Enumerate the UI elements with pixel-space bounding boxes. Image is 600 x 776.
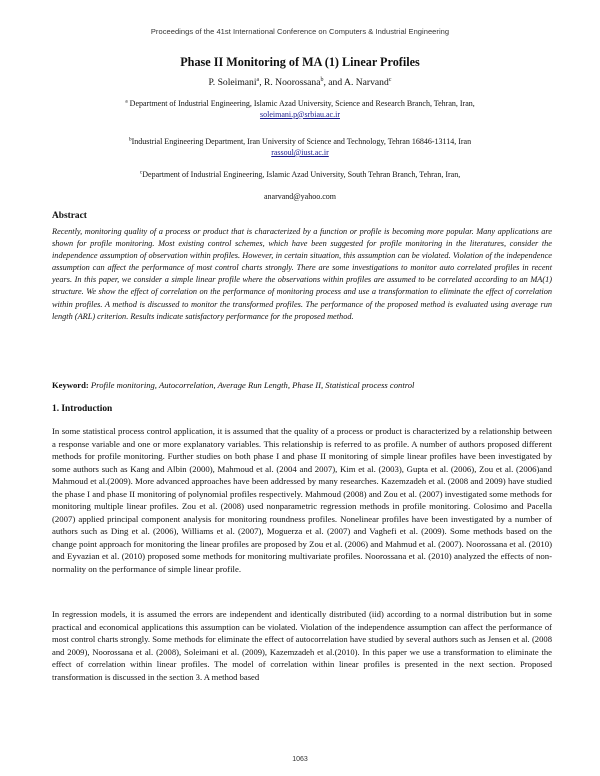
keywords-text: Profile monitoring, Autocorrelation, Average Run Length, Phase II, Statistical process control [88,380,415,390]
affiliation-sup: b [128,136,132,143]
affiliation-text: Department of Industrial Engineering, Islamic Azad University, Science and Research Branch, Tehran, Iran, [127,99,475,108]
author-sup: c [388,76,392,83]
abstract-text: Recently, monitoring quality of a process or product that is characterized by a function or profile is becoming more popular. Many applications are shown for profile monitoring. Most existing control schemes, which have been suggested for profile monitoring in the literatures, consider the independence assumption of observation within profiles. However, in certain situation, this assumption can be violated. Violation of the independence assumption can affect the performance of most control charts strongly. There are some investigations to monitor auto correlated profiles in recent years. In this paper, we consider a simple linear profile where the observations within profiles are assumed to be correlated according to an MA(1) structure. We show the effect of correlation on the performance of monitoring process and use a transformation to eliminate the effect of correlation within profiles. A method is discussed to monitor the transformed profiles. The performance of the proposed method is evaluated using average run length (ARL) criterion. Results indicate satisfactory performance for the proposed method. [52,227,552,321]
author-separator: , and [323,77,345,88]
email-link[interactable]: rassoul@iust.ac.ir [271,147,329,157]
keywords-line [52,380,552,390]
author-name: R. Noorossana [263,77,321,88]
section-heading: 1. Introduction [52,404,113,414]
email-link[interactable]: soleimani.p@srbiau.ac.ir [259,109,340,119]
affiliation-b [60,137,540,159]
author-line [0,77,600,88]
author-sup: a [256,76,260,83]
author-name: A. Narvand [344,77,389,88]
keywords-label: Keyword: [52,380,89,390]
abstract-heading: Abstract [52,211,87,221]
body-paragraph: In some statistical process control application, it is assumed that the quality of a process or product is characterized by a relationship between a response variable and one or more explanatory variables. This relationship is referred to as profile. A number of authors proposed different methods for profile monitoring. Further studies on both phase I and phase II monitoring of simple linear profiles have been investigated by some authors such as Kang and Albin (2000), Mahmoud et al. (2004 and 2007), Kim et al. (2003), Gupta et al. (2006), Zou et al. (2006)and Mahmoud et al.(2009). More advanced approaches have been addressed by many researches. Kazemzadeh et al. (2008 and 2009) have studied the phase I and phase II monitoring of polynomial profiles respectively. Mahmoud (2008) and Zou et al. (2007) investigated some methods for monitoring multiple linear profiles. Zou et al. (2008) used nonparametric regression methods in profile monitoring. Colosimo and Pacella (2007) applied principal component analysis for monitoring roundness profiles. Nonelinear profiles have been investigated by a number of authors such as Ding et al. (2006), Williams et al. (2007), Moguerza et al. (2007) and Vaghefi et al. (2009). Some methods based on the change point approach for monitoring the linear profiles are proposed by Zou et al. (2006) and Mahmud et al. (2007). Noorossana et al. (2010) and Eyvazian et al. (2010) proposed some methods for monitoring multivariate profiles. Noorossana et al. (2010) analyzed the effects of non-normality on the performance of simple linear profile. [52,426,552,575]
author-sup: b [320,76,324,83]
affiliation-a [60,99,540,121]
author-separator: , [259,77,264,88]
affiliation-text: Department of Industrial Engineering, Islamic Azad University, South Tehran Branch, Tehran, Iran, [142,170,461,179]
affiliation-c [60,170,540,181]
affiliation-sup: c [139,169,143,176]
email-text: anarvand@yahoo.com [263,192,336,201]
body-paragraph: In regression models, it is assumed the errors are independent and identically distributed (iid) according to a normal distribution but in some practical and economical applications this assumption can be violated. Violation of the independence assumption can affect the performance of most control charts strongly. Some methods for eliminate the effect of autocorrelation have studied by several authors such as Jensen et al. (2008 and 2009), Noorossana et al. (2008), Soleimani et al. (2009), Kazemzadeh et al.(2010). In this paper we use a transformation to eliminate the effect of correlation within linear profiles. The model of correlation within linear profiles is presented in the next section. Proposed transformation is discussed in the section 3. A method based [52,609,552,682]
author-name: P. Soleimani [208,77,257,88]
affiliation-sup: a [125,98,128,105]
page-number: 1063 [292,756,308,763]
paper-title: Phase II Monitoring of MA (1) Linear Profiles [180,55,420,69]
running-header: Proceedings of the 41st International Conference on Computers & Industrial Engineering [150,27,450,36]
affiliation-text: Industrial Engineering Department, Iran University of Science and Technology, Tehran 16846-13114, Iran [131,137,472,146]
